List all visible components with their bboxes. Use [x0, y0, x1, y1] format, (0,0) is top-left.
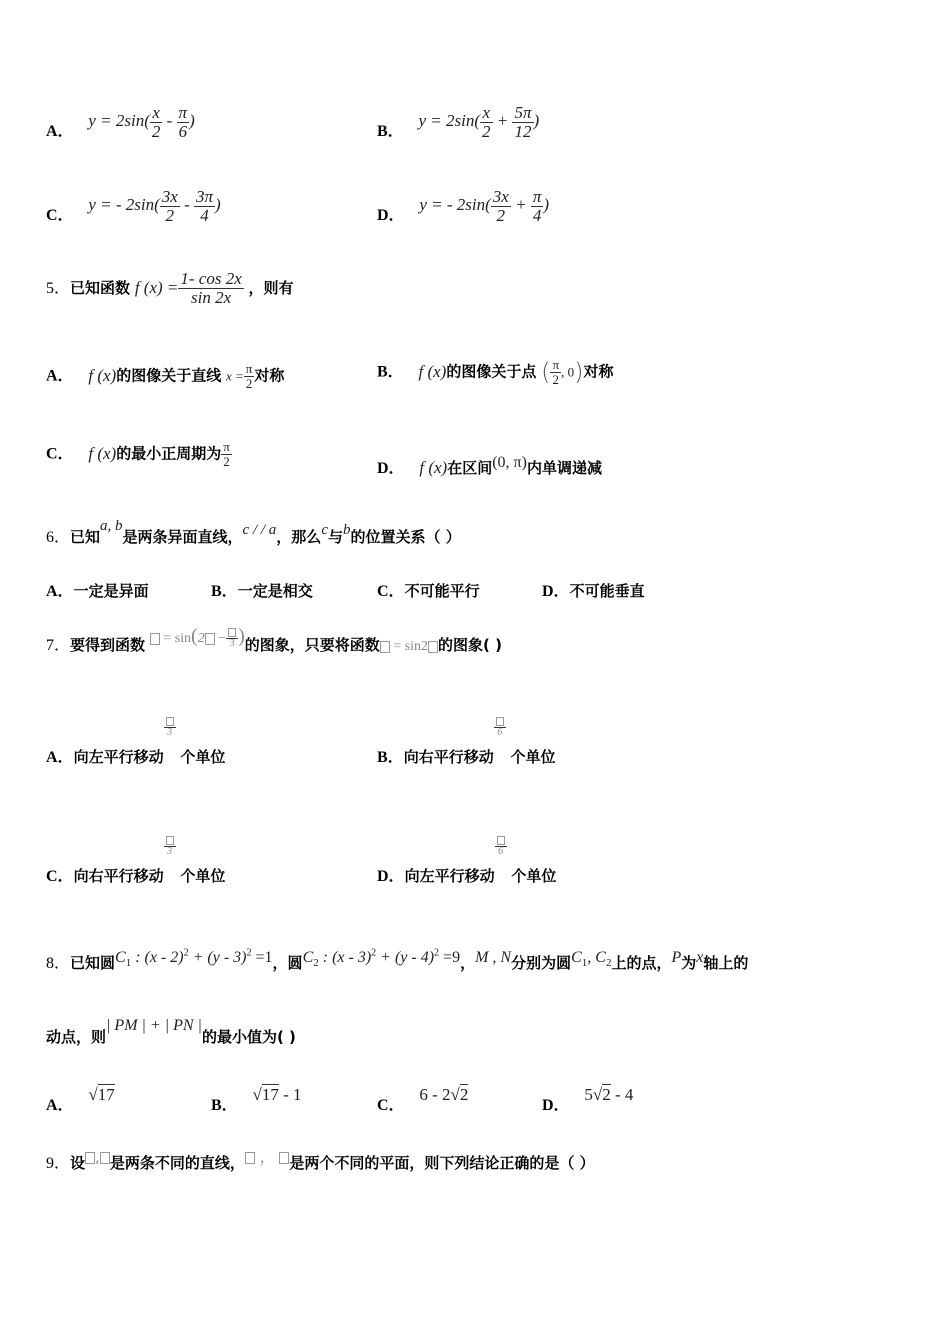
sqrt-symbol: √ — [252, 1085, 262, 1104]
placeholder-glyph — [150, 633, 160, 645]
q6-option-a[interactable]: A．一定是异面 — [46, 582, 149, 600]
q6-option-d[interactable]: D．不可能垂直 — [542, 582, 645, 600]
q5-stem: 5．已知函数 f (x) = $\frac{1- \cos 2x}{\sin 2x}$ ，则有 — [46, 269, 294, 307]
q4-c-formula: y = - 2sin( $\frac{3x}{2}$ - $\frac{3\pi}{4}$ ) — [88, 187, 221, 225]
q4-a-formula: y = 2sin( $\frac{x}{2}$ - $\frac{\pi}{6}$ ) — [88, 103, 195, 141]
placeholder-glyph — [85, 1152, 95, 1164]
q7-target-function: = sin(2 − 3 ) — [150, 631, 245, 646]
placeholder-glyph — [100, 1152, 110, 1164]
q4-option-a[interactable]: A． y = 2sin( $\frac{x}{2}$ - $\frac{\pi}{6}$ ) — [46, 103, 195, 141]
placeholder-glyph — [166, 836, 174, 845]
q4-option-c[interactable]: C． y = - 2sin( $\frac{3x}{2}$ - $\frac{3\pi}{4}$ ) — [46, 187, 221, 225]
q9-stem: 9．设 , 是两条不同的直线， ， 是两个不同的平面，则下列结论正确的是（ ） — [46, 1148, 595, 1172]
q4-option-b[interactable]: B． y = 2sin( $\frac{x}{2}$ + $\frac{5\pi}{12}$ ) — [377, 103, 540, 141]
q8-option-b[interactable]: B． √17 - 1 — [211, 1085, 302, 1114]
q7-option-a[interactable]: A．向左平行移动 3 个单位 — [46, 714, 225, 739]
placeholder-glyph — [497, 836, 505, 845]
placeholder-glyph — [279, 1152, 289, 1164]
q5-option-c[interactable]: C． f (x)的最小正周期为 $\frac{\pi}{2}$ — [46, 439, 230, 469]
q8-stem-line2: 动点，则| PM | + | PN |的最小值为( ) — [46, 1017, 296, 1046]
sqrt-symbol: √ — [592, 1085, 603, 1104]
q6-option-b[interactable]: B．一定是相交 — [211, 582, 313, 600]
q8-option-d[interactable]: D． 5√2 - 4 — [542, 1085, 634, 1114]
placeholder-glyph — [496, 717, 504, 726]
q8-option-a[interactable]: A． √17 — [46, 1085, 115, 1114]
q6-stem: 6．已知a, b是两条异面直线，c / / a，那么c与b的位置关系（ ） — [46, 518, 461, 546]
q5-option-d[interactable]: D． f (x)在区间(0, π)内单调递减 — [377, 454, 602, 477]
placeholder-glyph — [228, 628, 236, 637]
q7-option-b[interactable]: B．向右平行移动 6 个单位 — [377, 714, 556, 739]
placeholder-glyph — [205, 633, 215, 645]
q5-option-a[interactable]: A． f (x)的图像关于直线 x = $\frac{\pi}{2}$ 对称 — [46, 361, 285, 391]
sqrt-symbol: √ — [88, 1085, 98, 1104]
q4-option-d[interactable]: D． y = - 2sin( $\frac{3x}{2}$ + $\frac{\pi}{4}$ ) — [377, 187, 550, 225]
q7-stem: 7．要得到函数 = sin(2 − 3 )的图象，只要将函数 = sin2 的图象( ) — [46, 625, 502, 654]
q7-source-function: = sin2 — [380, 639, 438, 654]
placeholder-glyph — [380, 641, 390, 653]
q8-stem-line1: 8．已知圆$C_1$ : (x - 2)$^2$ + (y - 3)$^2$ =1，圆$C_2$ : (x - 3)$^2$ + (y - 4)$^2$ =9，M , N分别为圆$C_1$, $C_2$上的点，P为x轴上的 — [46, 947, 749, 972]
q7-option-c[interactable]: C．向右平行移动 3 个单位 — [46, 833, 225, 858]
sqrt-symbol: √ — [450, 1085, 460, 1104]
q6-option-c[interactable]: C．不可能平行 — [377, 582, 480, 600]
placeholder-glyph — [166, 717, 174, 726]
q5-option-b[interactable]: B． f (x)的图像关于点 ( $\frac{\pi}{2}$ , 0)对称 — [377, 357, 614, 387]
placeholder-glyph — [245, 1152, 255, 1164]
q4-b-formula: y = 2sin( $\frac{x}{2}$ + $\frac{5\pi}{12}$ ) — [418, 103, 540, 141]
q7-option-d[interactable]: D．向左平行移动 6 个单位 — [377, 833, 556, 858]
q4-d-formula: y = - 2sin( $\frac{3x}{2}$ + $\frac{\pi}{4}$ ) — [419, 187, 550, 225]
placeholder-glyph — [428, 641, 438, 653]
q8-option-c[interactable]: C． 6 - 2√2 — [377, 1085, 469, 1114]
q8-circle-c2: $C_2$ : (x - 3)$^2$ + (y - 4)$^2$ =9 — [302, 947, 461, 970]
q8-circle-c1: $C_1$ : (x - 2)$^2$ + (y - 3)$^2$ =1 — [115, 947, 273, 970]
